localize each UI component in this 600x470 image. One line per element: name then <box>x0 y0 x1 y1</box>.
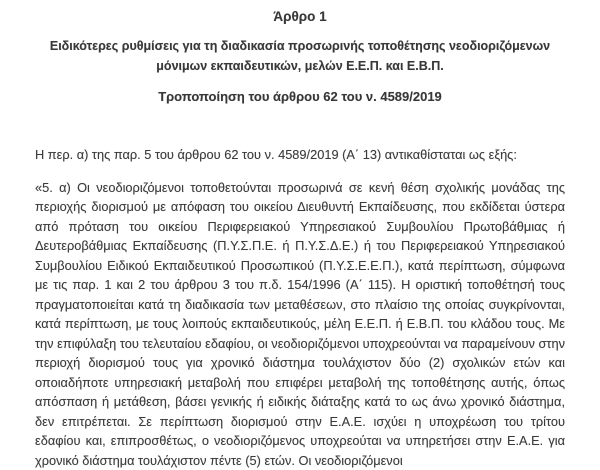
amendment-heading: Τροποποίηση του άρθρου 62 του ν. 4589/2019 <box>35 87 565 107</box>
article-heading: Άρθρο 1 <box>35 9 565 25</box>
article-subtitle-line-2: μόνιμων εκπαιδευτικών, μελών Ε.Ε.Π. και Ε.Β.Π. <box>35 56 565 76</box>
intro-paragraph: Η περ. α) της παρ. 5 του άρθρου 62 του ν. 4589/2019 (Α΄ 13) αντικαθίσταται ως εξής: <box>35 145 565 165</box>
article-subtitle-line-1: Ειδικότερες ρυθμίσεις για τη διαδικασία προσωρινής τοποθέτησης νεοδιοριζόμενων <box>35 36 565 56</box>
body-paragraph: «5. α) Οι νεοδιοριζόμενοι τοποθετούνται προσωρινά σε κενή θέση σχολικής μονάδας της περιοχής διορισμού με απόφαση του οικείου Διευθυντή Εκπαίδευσης, που εκδίδεται ύστερα από πρόταση του οικείου Περιφερειακού Υπηρεσιακού Συμβουλίου Πρωτοβάθμιας ή Δευτεροβάθμιας Εκπαίδευσης (Π.Υ.Σ.Π.Ε. ή Π.Υ.Σ.Δ.Ε.) ή του Περιφερειακού Υπηρεσιακού Συμβουλίου Ειδικού Εκπαιδευτικού Προσωπικού (Π.Υ.Σ.Ε.Ε.Π.), κατά περίπτωση, σύμφωνα με τις παρ. 1 και 2 του άρθρου 3 του π.δ. 154/1996 (Α΄ 115). Η οριστική τοποθέτησή τους πραγματοποιείται κατά τη διαδικασία των μεταθέσεων, στο πλαίσιο της οποίας συγκρίνονται, κατά περίπτωση, με τους λοιπούς εκπαιδευτικούς, μέλη Ε.Ε.Π. ή Ε.Β.Π. του κλάδου τους. Με την επιφύλαξη του τελευταίου εδαφίου, οι νεοδιοριζόμενοι υποχρεούνται να παραμείνουν στην περιοχή διορισμού τους για χρονικό διάστημα τουλάχιστον δύο (2) σχολικών ετών και οποιαδήποτε υπηρεσιακή μεταβολή που επιφέρει μεταβολή της τοποθέτησης αυτής, όπως απόσπαση ή μετάθεση, βάσει γενικής ή ειδικής διάταξης κατά το ως άνω χρονικό διάστημα, δεν επιτρέπεται. Σε περίπτωση διορισμού στην Ε.Α.Ε. ισχύει η υποχρέωση του τρίτου εδαφίου και, επιπροσθέτως, ο νεοδιοριζόμενος υποχρεούται να υπηρετήσει στην Ε.Α.Ε. για χρονικό διάστημα τουλάχιστον πέντε (5) ετών. Οι νεοδιοριζόμενοι <box>35 178 565 470</box>
article-subtitle <box>35 36 565 76</box>
